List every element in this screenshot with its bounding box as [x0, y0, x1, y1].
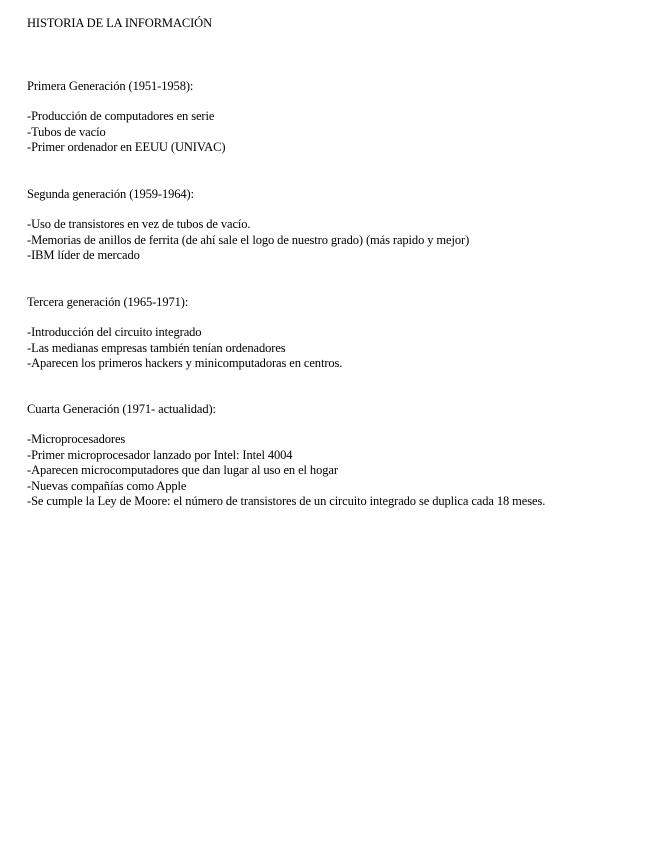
list-item: -Se cumple la Ley de Moore: el número de transistores de un circuito integrado se duplica cada 18 meses. — [27, 494, 546, 509]
list-item: -Nuevas compañías como Apple — [27, 478, 187, 493]
section-heading: Cuarta Generación (1971- actualidad): — [27, 402, 216, 416]
list-item: -Memorias de anillos de ferrita (de ahí sale el logo de nuestro grado) (más rapido y mejor) — [27, 232, 470, 247]
section-third-generation — [27, 294, 647, 372]
list-item: -Primer ordenador en EEUU (UNIVAC) — [27, 140, 226, 155]
list-item: -Las medianas empresas también tenían ordenadores — [27, 340, 286, 355]
list-item: -Producción de computadores en serie — [27, 109, 215, 123]
list-item: -Uso de transistores en vez de tubos de vacío. — [27, 217, 251, 231]
section-second-generation — [27, 186, 647, 264]
list-item: -Aparecen los primeros hackers y minicomputadoras en centros. — [27, 356, 343, 371]
section-fourth-generation — [27, 401, 647, 510]
document-title: HISTORIA DE LA INFORMACIÓN — [27, 16, 213, 30]
section-heading: Primera Generación (1951-1958): — [27, 79, 194, 93]
section-first-generation — [27, 78, 647, 156]
section-heading: Tercera generación (1965-1971): — [27, 295, 189, 309]
list-item: -Primer microprocesador lanzado por Intel: Intel 4004 — [27, 447, 293, 462]
list-item: -Introducción del circuito integrado — [27, 325, 202, 339]
section-heading: Segunda generación (1959-1964): — [27, 187, 194, 201]
list-item: -Tubos de vacío — [27, 124, 106, 139]
list-item: -Aparecen microcomputadores que dan lugar al uso en el hogar — [27, 463, 338, 478]
list-item: -Microprocesadores — [27, 432, 126, 446]
list-item: -IBM líder de mercado — [27, 248, 140, 263]
